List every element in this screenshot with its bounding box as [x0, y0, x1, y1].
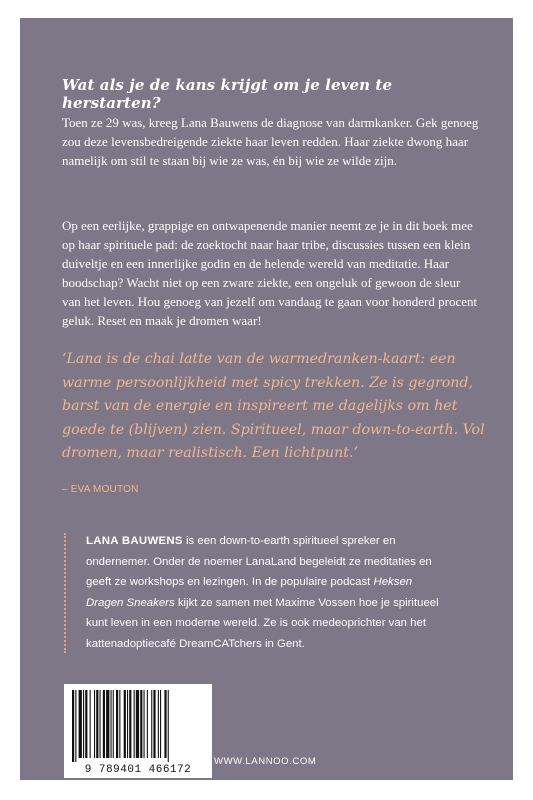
- author-bio: [86, 531, 446, 654]
- author-bio-text-1: is een down-to-earth spiritueel spreker en ondernemer. Onder de noemer LanaLand begeleidt ze meditaties en geeft ze workshops en lezingen. In de populaire podcast: [86, 535, 432, 588]
- barcode-icon: [70, 690, 206, 762]
- podcast-title: Heksen Dragen Sneakers: [86, 576, 413, 609]
- isbn-barcode: [64, 684, 212, 778]
- author-bio-text-2: kijkt ze samen met Maxime Vossen hoe je spiritueel kunt leven in een moderne wereld. Ze is ook medeoprichter van het kattenadoptiecafé DreamCATchers in Gent.: [86, 596, 439, 650]
- description-paragraph-2: Op een eerlijke, grappige en ontwapenende manier neemt ze je in dit boek mee op haar spirituele pad: de zoektocht naar haar tribe, discussies tussen een klein duiveltje en een innerlijke godin en de helende wereld van meditatie. Haar boodschap? Wacht niet op een zware ziekte, een ongeluk of gewoon de sleur van het leven. Hou genoeg van jezelf om vandaag te gaan voor honderd procent geluk. Reset en maak je dromen waar!: [62, 218, 478, 328]
- dotted-divider: [64, 533, 66, 653]
- quote-attribution: – EVA MOUTON: [62, 484, 139, 495]
- headline: Wat als je de kans krijgt om je leven te herstarten?: [62, 76, 393, 112]
- isbn-number: 9 789401 466172: [84, 764, 192, 776]
- publisher-website: WWW.LANNOO.COM: [214, 756, 317, 767]
- author-name: LANA BAUWENS: [86, 535, 183, 547]
- testimonial-quote: ‘Lana is de chai latte van de warmedranken-kaart: een warme persoonlijkheid met spicy trekken. Ze is gegrond, barst van de energie en inspireert me dagelijks om het goede te (blijven) zien. Spiritueel, maar down-to-earth. Vol dromen, maar realistisch. Een lichtpunt.’: [62, 351, 485, 461]
- description-paragraph-1: Toen ze 29 was, kreeg Lana Bauwens de diagnose van darmkanker. Gek genoeg zou deze levensbedreigende ziekte haar leven redden. Haar ziekte dwong haar namelijk om stil te staan bij wie ze was, én bij wie ze wilde zijn.: [62, 115, 479, 168]
- book-back-cover: [20, 18, 513, 780]
